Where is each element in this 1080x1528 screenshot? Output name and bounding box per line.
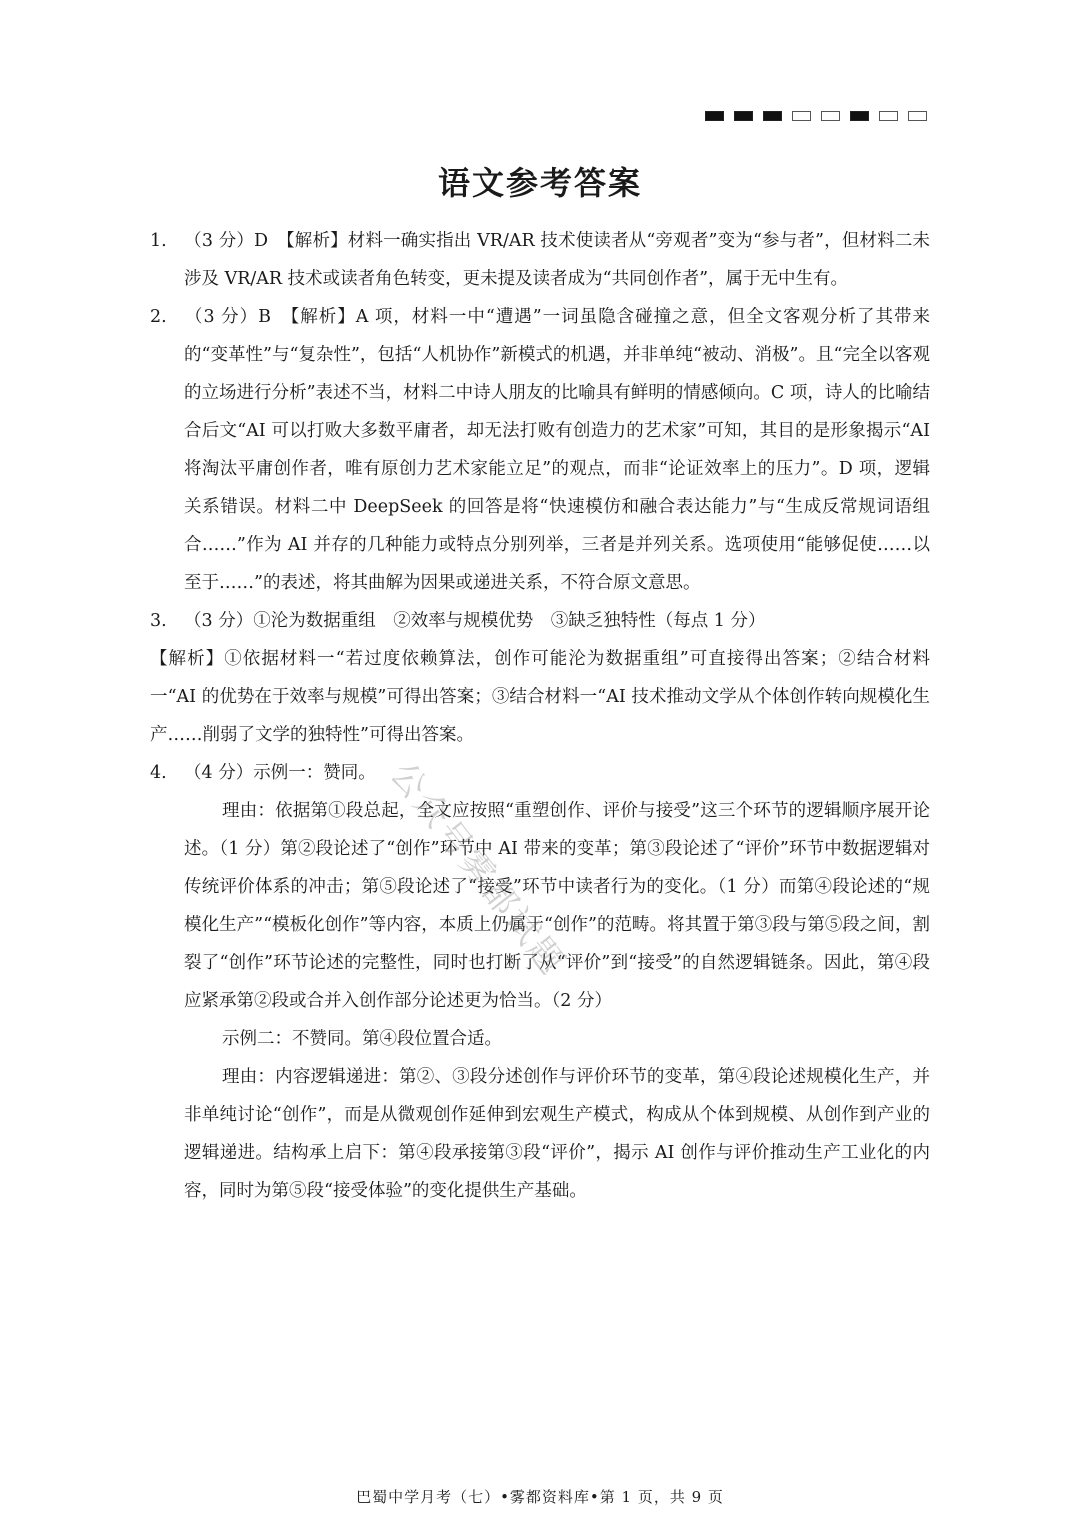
answer-3-text: （3 分）①沦为数据重组 ②效率与规模优势 ③缺乏独特性（每点 1 分） <box>184 611 766 631</box>
square-4 <box>792 111 811 121</box>
answer-3-number: 3. <box>150 611 167 631</box>
square-5 <box>821 111 840 121</box>
square-8 <box>908 111 927 121</box>
answer-1-text: （3 分）D 【解析】材料一确实指出 VR/AR 技术使读者从“旁观者”变为“参与者”，但材料二未涉及 VR/AR 技术或读者角色转变，更未提及读者成为“共同创作者”，属于无中生有。 <box>184 231 930 289</box>
page-title: 语文参考答案 <box>437 164 642 202</box>
answer-4-reason-1: 理由：依据第①段总起，全文应按照“重塑创作、评价与接受”这三个环节的逻辑顺序展开论述。（1 分）第②段论述了“创作”环节中 AI 带来的变革；第③段论述了“评价”环节中数据逻辑对传统评价体系的冲击；第⑤段论述了“接受”环节中读者行为的变化。（1 分）而第④段论述的“规模化生产”“模板化创作”等内容，本质上仍属于“创作”的范畴。将其置于第③段与第⑤段之间，割裂了“创作”环节论述的完整性，同时也打断了从“评价”到“接受”的自然逻辑链条。因此，第④段应紧承第②段或合并入创作部分论述更为恰当。（2 分） <box>184 801 930 1011</box>
square-2 <box>734 111 753 121</box>
answer-3-analysis: 【解析】①依据材料一“若过度依赖算法，创作可能沦为数据重组”可直接得出答案；②结合材料一“AI 的优势在于效率与规模”可得出答案；③结合材料一“AI 技术推动文学从个体创作转向规模化生产……削弱了文学的独特性”可得出答案。 <box>150 649 930 745</box>
answer-2 <box>150 298 930 602</box>
answer-4-example-2: 示例二：不赞同。第④段位置合适。 <box>222 1029 502 1049</box>
watermark: 公众号雾都试题 <box>382 754 574 984</box>
square-7 <box>879 111 898 121</box>
square-3 <box>763 111 782 121</box>
square-6 <box>850 111 869 121</box>
square-1 <box>705 111 724 121</box>
answer-2-text: （3 分）B 【解析】A 项，材料一中“遭遇”一词虽隐含碰撞之意，但全文客观分析了其带来的“变革性”与“复杂性”，包括“人机协作”新模式的机遇，并非单纯“被动、消极”。且“完全以客观的立场进行分析”表述不当，材料二中诗人朋友的比喻具有鲜明的情感倾向。C 项，诗人的比喻结合后文“AI 可以打败大多数平庸者，却无法打败有创造力的艺术家”可知，其目的是形象揭示“AI 将淘汰平庸创作者，唯有原创力艺术家能立足”的观点，而非“论证效率上的压力”。D 项，逻辑关系错误。材料二中 DeepSeek 的回答是将“快速模仿和融合表达能力”与“生成反常规词语组合……”作为 AI 并存的几种能力或特点分别列举，三者是并列关系。选项使用“能够促使……以至于……”的表述，将其曲解为因果或递进关系，不符合原文意思。 <box>184 307 930 593</box>
answer-4-body <box>150 792 930 1210</box>
answer-1 <box>150 222 930 298</box>
answer-2-number: 2. <box>150 307 167 327</box>
header-squares <box>705 111 927 121</box>
answer-4-reason-2: 理由：内容逻辑递进：第②、③段分述创作与评价环节的变革，第④段论述规模化生产，并非单纯讨论“创作”，而是从微观创作延伸到宏观生产模式，构成从个体到规模、从创作到产业的逻辑递进。结构承上启下：第④段承接第③段“评价”，揭示 AI 创作与评价推动生产工业化的内容，同时为第⑤段“接受体验”的变化提供生产基础。 <box>184 1067 930 1201</box>
answer-3 <box>150 602 930 640</box>
page-footer: 巴蜀中学月考（七）•雾都资料库•第 1 页，共 9 页 <box>356 1488 724 1506</box>
answer-4-number: 4. <box>150 763 167 783</box>
answer-content <box>150 222 930 1210</box>
answer-1-number: 1. <box>150 231 167 251</box>
answer-4-text: （4 分）示例一：赞同。 <box>184 763 376 783</box>
answer-4 <box>150 754 930 792</box>
